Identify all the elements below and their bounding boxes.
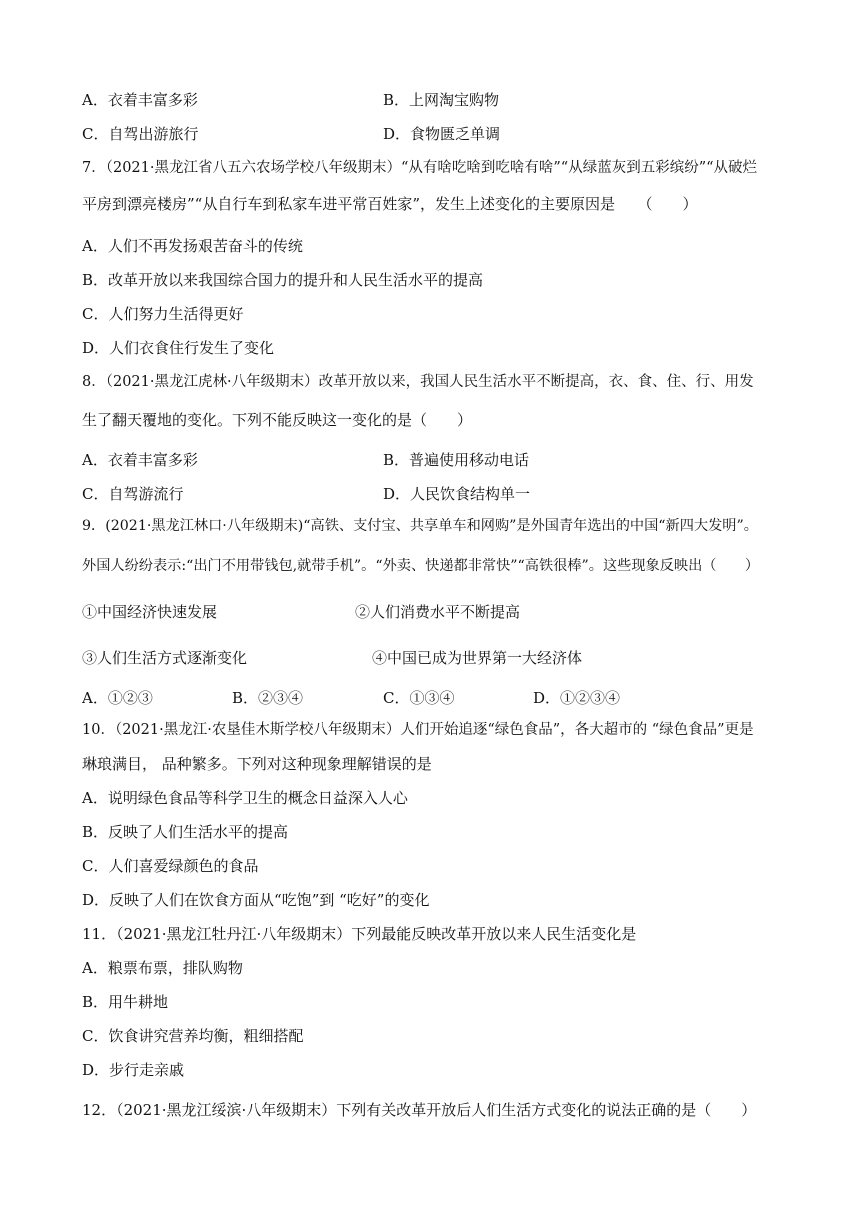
- q9-statement-4: ④中国已成为世界第一大经济体: [372, 649, 583, 667]
- q8-option-b: B．普遍使用移动电话: [383, 451, 530, 469]
- q9-statement-3: ③人们生活方式逐渐变化: [82, 649, 248, 667]
- q7-option-a: A．人们不再发扬艰苦奋斗的传统: [82, 237, 303, 255]
- q7-option-d: D．人们衣食住行发生了变化: [82, 339, 275, 357]
- q11-option-b: B．用牛耕地: [82, 993, 169, 1011]
- q8-stem-line2: 生了翻天覆地的变化。下列不能反映这一变化的是（ ）: [82, 411, 473, 429]
- q7-stem-line1: 7．（2021·黑龙江省八五六农场学校八年级期末）“从有啥吃啥到吃啥有啥”“从绿蓝灰到五彩缤纷”“从破烂: [82, 160, 758, 176]
- q9-option-b: B．②③④: [232, 689, 304, 707]
- q8-option-d: D．人民饮食结构单一: [383, 485, 531, 503]
- q6-option-d: D．食物匮乏单调: [383, 125, 501, 143]
- q9-stem-line2: 外国人纷纷表示:“出门不用带钱包,就带手机”。“外卖、快递都非常快”“高铁很棒”。这些现象反映出（ ）: [82, 558, 760, 574]
- q9-stem-line1: 9．(2021·黑龙江林口·八年级期末)“高铁、支付宝、共享单车和网购”是外国青年选出的中国“新四大发明”。: [82, 518, 758, 534]
- q11-option-c: C．饮食讲究营养均衡，粗细搭配: [82, 1027, 304, 1045]
- q10-option-b: B．反映了人们生活水平的提高: [82, 823, 289, 841]
- q9-option-a: A．①②③: [82, 689, 153, 707]
- q10-option-a: A．说明绿色食品等科学卫生的概念日益深入人心: [82, 789, 408, 807]
- q7-option-c: C．人们努力生活得更好: [82, 305, 244, 323]
- q6-option-c: C．自驾出游旅行: [82, 125, 199, 143]
- q8-option-c: C．自驾游流行: [82, 485, 184, 503]
- q9-option-d: D．①②③④: [533, 689, 621, 707]
- q6-option-a: A．衣着丰富多彩: [82, 91, 198, 109]
- q10-stem-line2: 琳琅满目， 品种繁多。下列对这种现象理解错误的是: [82, 755, 432, 773]
- q11-stem-line1: 11．（2021·黑龙江牡丹江·八年级期末）下列最能反映改革开放以来人民生活变化是: [82, 925, 637, 943]
- q8-stem-line1: 8．（2021·黑龙江虎林·八年级期末）改革开放以来，我国人民生活水平不断提高，衣、食、住、行、用发: [82, 374, 754, 390]
- q12-stem-line1: 12．（2021·黑龙江绥滨·八年级期末）下列有关改革开放后人们生活方式变化的说法正确的是（ ）: [82, 1101, 757, 1119]
- q10-option-c: C．人们喜爱绿颜色的食品: [82, 857, 259, 875]
- q10-option-d: D．反映了人们在饮食方面从“吃饱”到 “吃好”的变化: [82, 891, 430, 909]
- q10-stem-line1: 10．（2021·黑龙江·农垦佳木斯学校八年级期末）人们开始追逐“绿色食品”，各大超市的 “绿色食品”更是: [82, 722, 754, 738]
- q9-option-c: C．①③④: [383, 689, 455, 707]
- q7-stem-line2: 平房到漂亮楼房”“从自行车到私家车进平常百姓家”，发生上述变化的主要原因是 （ ）: [82, 195, 698, 213]
- q9-statement-1: ①中国经济快速发展: [82, 603, 218, 621]
- q11-option-a: A．粮票布票，排队购物: [82, 959, 243, 977]
- q8-option-a: A．衣着丰富多彩: [82, 451, 198, 469]
- q9-statement-2: ②人们消费水平不断提高: [355, 603, 521, 621]
- q7-option-b: B．改革开放以来我国综合国力的提升和人民生活水平的提高: [82, 271, 484, 289]
- q11-option-d: D．步行走亲戚: [82, 1061, 185, 1079]
- q6-option-b: B．上网淘宝购物: [383, 91, 500, 109]
